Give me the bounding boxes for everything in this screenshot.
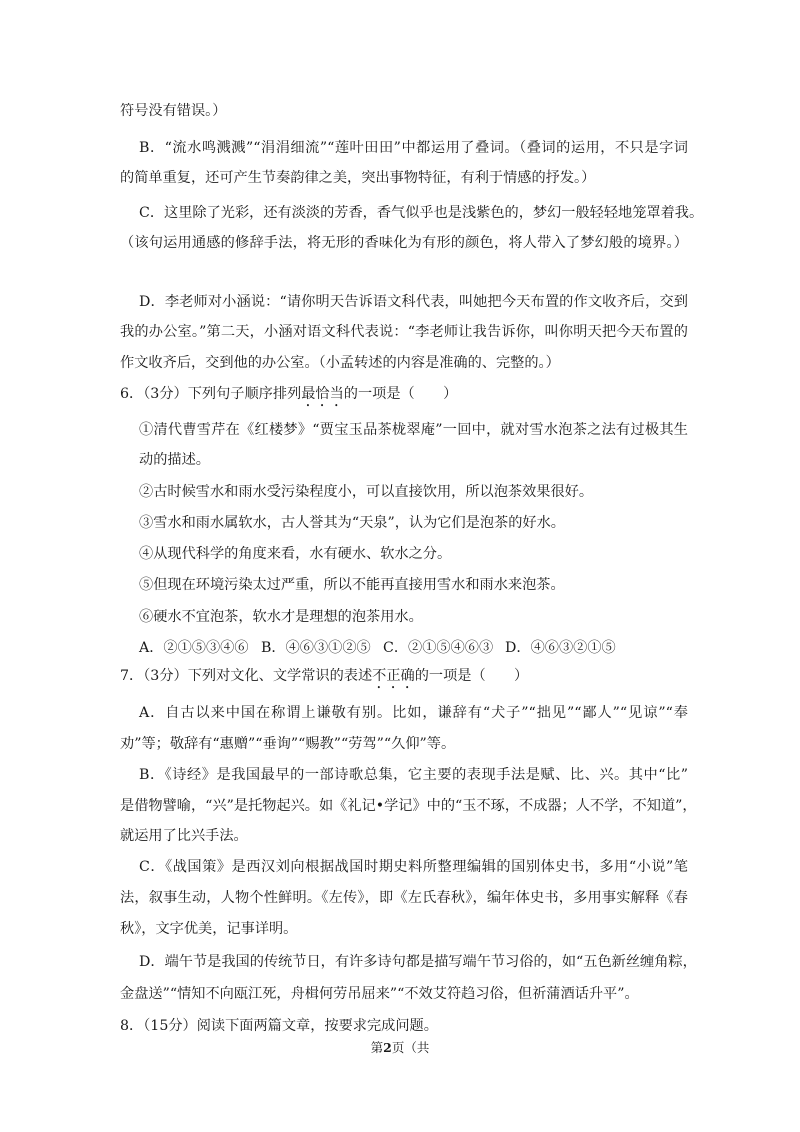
q7-option-b-line2: 是借物譬喻，“兴”是托物起兴。如《礼记•学记》中的“玉不琢，不成器；人不学，不知道”， xyxy=(120,798,697,814)
q7-option-a-line1: A．自古以来中国在称谓上谦敬有别。比如，谦辞有“犬子”“拙见”“鄙人”“见谅”“奉 xyxy=(139,705,688,721)
q5-option-b-line1: B．“流水鸣溅溅”“涓涓细流”“莲叶田田”中都运用了叠词。（叠词的运用，不只是字词 xyxy=(139,140,688,156)
q6-options xyxy=(139,639,688,657)
q5-option-d-line2: 我的办公室。”第二天，小涵对语文科代表说：“李老师让我告诉你，叫你明天把今天布置的 xyxy=(120,324,688,340)
q6-option-c[interactable]: C．②①⑤④⑥③ xyxy=(383,640,494,656)
q5-option-c-line2: （该句运用通感的修辞手法，将无形的香味化为有形的颜色，将人带入了梦幻般的境界。） xyxy=(120,235,688,251)
page-footer xyxy=(0,1038,800,1056)
q6-sentence-1-line2: 动的描述。 xyxy=(139,452,210,468)
q7-stem-emphasis: 不正确 xyxy=(372,668,415,684)
q8-stem: 8．（15分）阅读下面两篇文章，按要求完成问题。 xyxy=(120,1018,438,1034)
q7-stem xyxy=(120,667,688,692)
q5-option-d-line1: D．李老师对小涵说：“请你明天告诉语文科代表，叫她把今天布置的作文收齐后，交到 xyxy=(139,294,688,310)
q7-option-b-line1: B．《诗经》是我国最早的一部诗歌总集，它主要的表现手法是赋、比、兴。其中“比” xyxy=(139,767,688,783)
q6-sentence-3: ③雪水和雨水属软水，古人誉其为“天泉”，认为它们是泡茶的好水。 xyxy=(139,515,565,531)
q6-sentence-6: ⑥硬水不宜泡茶，软水才是理想的泡茶用水。 xyxy=(139,609,423,625)
q5-a-tail: 符号没有错误。） xyxy=(120,103,227,119)
q6-sentence-4: ④从现代科学的角度来看，水有硬水、软水之分。 xyxy=(139,546,452,562)
q7-option-b-line3: 就运用了比兴手法。 xyxy=(120,828,248,844)
q6-option-a[interactable]: A．②①⑤③④⑥ xyxy=(139,640,249,656)
q6-option-b[interactable]: B．④⑥③①②⑤ xyxy=(261,640,371,656)
page-number: 2 xyxy=(383,1040,392,1055)
q7-option-c-line1: C．《战国策》是西汉刘向根据战国时期史料所整理编辑的国别体史书，多用“小说”笔 xyxy=(139,859,688,875)
q6-sentence-1-line1: ①清代曹雪芹在《红楼梦》“贾宝玉品茶栊翠庵”一回中，就对雪水泡茶之法有过极其生 xyxy=(139,422,688,438)
q6-stem-post: 的一项是（ ） xyxy=(343,386,458,402)
footer-post: 页（共 xyxy=(391,1040,430,1055)
q6-sentence-5: ⑤但现在环境污染太过严重，所以不能再直接用雪水和雨水来泡茶。 xyxy=(139,577,565,593)
q6-stem-pre: 6．（3分）下列句子顺序排列 xyxy=(120,386,302,402)
q5-option-d-line3: 作文收齐后，交到他的办公室。（小孟转述的内容是准确的、完整的。） xyxy=(120,355,560,371)
q6-stem-emphasis: 最恰当 xyxy=(301,386,344,402)
footer-pre: 第 xyxy=(370,1040,384,1055)
q5-option-c-line1: C．这里除了光彩，还有淡淡的芳香，香气似乎也是浅紫色的，梦幻一般轻轻地笼罩着我。 xyxy=(139,205,704,221)
q7-option-d-line2: 金盘送”“情知不向瓯江死，舟楫何劳吊屈来”“不效艾符趋习俗，但祈蒲酒话升平”。 xyxy=(120,986,639,1002)
q7-stem-post: 的一项是（ ） xyxy=(414,668,529,684)
q7-option-c-line3: 秋》，文字优美，记事详明。 xyxy=(120,921,298,937)
q6-stem xyxy=(120,385,688,410)
q6-option-d[interactable]: D．④⑥③②①⑤ xyxy=(505,640,616,656)
q5-option-b-line2: 的简单重复，还可产生节奏韵律之美，突出事物特征，有利于情感的抒发。） xyxy=(120,170,596,186)
q6-sentence-2: ②古时候雪水和雨水受污染程度小，可以直接饮用，所以泡茶效果很好。 xyxy=(139,484,594,500)
q7-option-c-line2: 法，叙事生动，人物个性鲜明。《左传》，即《左氏春秋》，编年体史书，多用事实解释《春 xyxy=(120,890,688,906)
q7-option-a-line2: 劝”等；敬辞有“惠赠”“垂询”“赐教”“劳驾”“久仰”等。 xyxy=(120,736,456,752)
q7-stem-pre: 7．（3分）下列对文化、文学常识的表述 xyxy=(120,668,373,684)
q7-option-d-line1: D．端午节是我国的传统节日，有许多诗句都是描写端午节习俗的，如“五色新丝缠角粽， xyxy=(139,954,697,970)
